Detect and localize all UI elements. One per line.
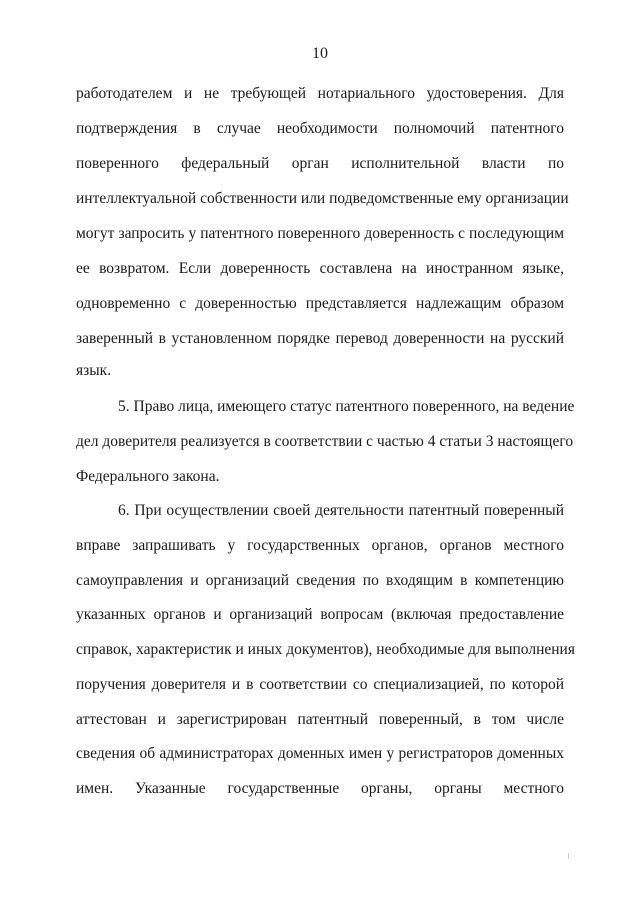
text-line: одновременно с доверенностью представляется надлежащим образом	[76, 295, 564, 312]
text-line: подтверждения в случае необходимости полномочий патентного	[76, 120, 564, 137]
text-line: сведения об администраторах доменных имен у регистраторов доменных	[76, 745, 564, 762]
text-line: работодателем и не требующей нотариального удостоверения. Для	[76, 85, 564, 102]
paragraph-6-first-line: 6. При осуществлении своей деятельности патентный поверенный	[118, 502, 564, 519]
text-line: поручения доверителя и в соответствии со специализацией, по которой	[76, 676, 564, 693]
text-line: Федерального закона.	[76, 468, 220, 485]
text-line: могут запросить у патентного поверенного доверенность с последующим	[76, 225, 564, 242]
text-line: аттестован и зарегистрирован патентный поверенный, в том числе	[76, 711, 564, 728]
page-number: 10	[312, 45, 328, 62]
text-line: поверенного федеральный орган исполнительной власти по	[76, 155, 564, 172]
text-line: вправе запрашивать у государственных органов, органов местного	[76, 537, 564, 554]
text-line: самоуправления и организаций сведения по входящим в компетенцию	[76, 572, 564, 589]
paragraph-5-first-line: 5. Право лица, имеющего статус патентного поверенного, на ведение	[118, 398, 575, 415]
scan-speck	[568, 853, 569, 859]
text-line: указанных органов и организаций вопросам (включая предоставление	[76, 606, 564, 623]
text-line: имен. Указанные государственные органы, органы местного	[76, 780, 564, 797]
text-line: заверенный в установленном порядке перевод доверенности на русский	[76, 330, 564, 347]
text-line: ее возвратом. Если доверенность составлена на иностранном языке,	[76, 260, 564, 277]
text-line: дел доверителя реализуется в соответствии с частью 4 статьи 3 настоящего	[76, 433, 574, 450]
text-line: справок, характеристик и иных документов), необходимые для выполнения	[76, 641, 575, 658]
text-line: язык.	[76, 362, 112, 379]
text-line: интеллектуальной собственности или подведомственные ему организации	[76, 190, 569, 207]
